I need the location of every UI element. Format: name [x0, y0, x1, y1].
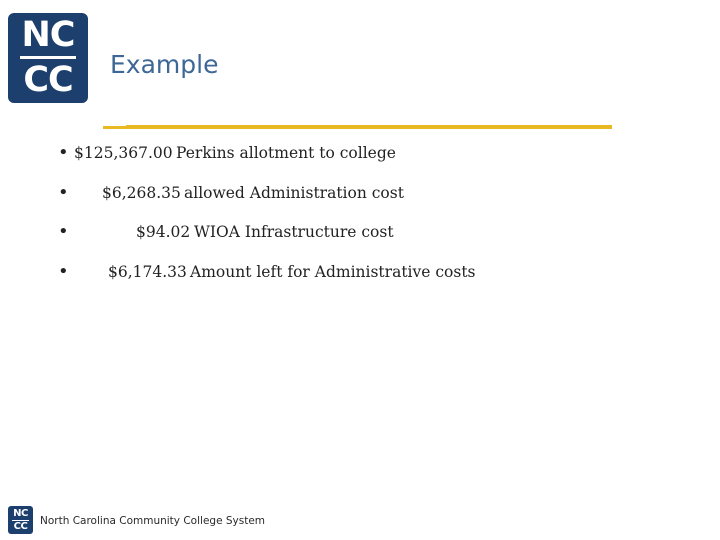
- bullet-dot-icon: •: [58, 221, 69, 242]
- bullet-amount: $6,174.33: [108, 262, 187, 281]
- title-rule: [126, 125, 612, 129]
- footer-organization-name: North Carolina Community College System: [40, 515, 266, 527]
- bullet-amount: $6,268.35: [102, 183, 181, 202]
- nccc-logo: [8, 13, 88, 103]
- bullet-amount: $94.02: [136, 223, 191, 241]
- logo-text-top: NC: [21, 15, 75, 55]
- bullet-dot-icon: •: [58, 181, 69, 203]
- footer-logo-text-bottom: CC: [13, 520, 28, 532]
- footer-nccc-logo: [8, 506, 33, 534]
- logo-text-bottom: CC: [23, 60, 73, 100]
- bullet-description: Perkins allotment to college: [176, 144, 396, 162]
- bullet-description: allowed Administration cost: [184, 183, 404, 202]
- bullet-dot-icon: •: [58, 260, 69, 282]
- logo-divider: [20, 56, 76, 59]
- bullet-dot-icon: •: [58, 142, 69, 163]
- footer-logo-text-top: NC: [13, 507, 28, 519]
- bullet-amount: $125,367.00: [74, 144, 173, 162]
- slide-title: Example: [110, 50, 219, 79]
- bullet-description: WIOA Infrastructure cost: [194, 223, 394, 241]
- bullet-description: Amount left for Administrative costs: [190, 262, 476, 281]
